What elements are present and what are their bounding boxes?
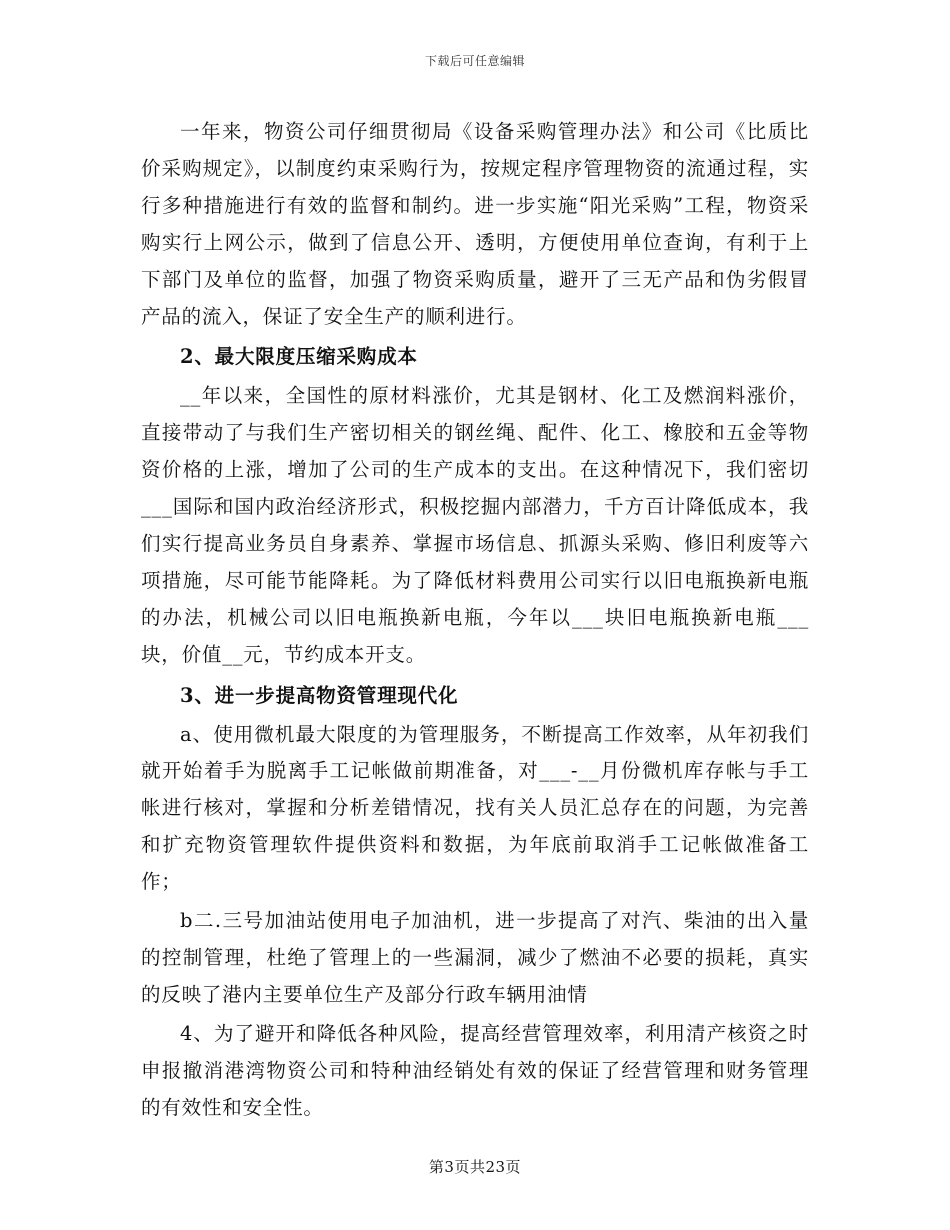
page-header: 下载后可任意编辑 — [424, 54, 525, 68]
page-number-footer: 第3页共23页 — [428, 1158, 522, 1176]
paragraph-risk-management: 4、为了避开和降低各种风险，提高经营管理效率，利用清产核资之时申报撤消港湾物资公司和特种油经销处有效的保证了经营管理和财务管理的有效性和安全性。 — [141, 1021, 809, 1119]
paragraph-cost-reduction: __年以来，全国性的原材料涨价，尤其是钢材、化工及燃润料涨价，直接带动了与我们生产密切相关的钢丝绳、配件、化工、橡胶和五金等物资价格的上涨，增加了公司的生产成本的支出。在这种情况下，我们密切___国际和国内政治经济形式，积极挖掘内部潜力，千方百计降低成本，我们实行提高业务员自身素养、掌握市场信息、抓源头采购、修旧利废等六项措施，尽可能节能降耗。为了降低材料费用公司实行以旧电瓶换新电瓶的办法，机械公司以旧电瓶换新电瓶，今年以___块旧电瓶换新电瓶___块，价值__元，节约成本开支。 — [141, 384, 809, 666]
section-heading-modernization: 3、进一步提高物资管理现代化 — [180, 683, 459, 707]
paragraph-fuel-station: b二.三号加油站使用电子加油机，进一步提高了对汽、柴油的出入量的控制管理，杜绝了管理上的一些漏洞，减少了燃油不必要的损耗，真实的反映了港内主要单位生产及部分行政车辆用油情 — [141, 909, 809, 1006]
document-body — [141, 114, 809, 1128]
paragraph-procurement-rules: 一年来，物资公司仔细贯彻局《设备采购管理办法》和公司《比质比价采购规定》，以制度约束采购行为，按规定程序管理物资的流通过程，实行多种措施进行有效的监督和制约。进一步实施“阳光采购”工程，物资采购实行上网公示，做到了信息公开、透明，方便使用单位查询，有利于上下部门及单位的监督，加强了物资采购质量，避开了三无产品和伪劣假冒产品的流入，保证了安全生产的顺利进行。 — [141, 120, 809, 328]
section-heading-cost-reduction: 2、最大限度压缩采购成本 — [180, 345, 418, 369]
paragraph-computer-management: a、使用微机最大限度的为管理服务，不断提高工作效率，从年初我们就开始着手为脱离手工记帐做前期准备，对___-__月份微机库存帐与手工帐进行核对，掌握和分析差错情况，找有关人员汇总存在的问题，为完善和扩充物资管理软件提供资料和数据，为年底前取消手工记帐做准备工作； — [141, 722, 809, 894]
